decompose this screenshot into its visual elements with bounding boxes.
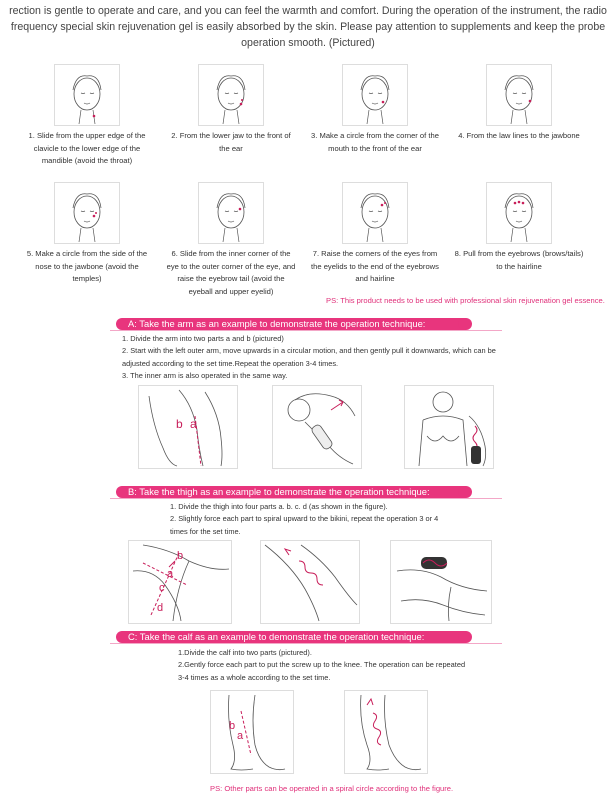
face-illustration-5 bbox=[54, 182, 120, 244]
face-step-caption: 8. Pull from the eyebrows (brows/tails) to the hairline bbox=[454, 249, 584, 271]
section-b-steps bbox=[170, 501, 438, 538]
face-illustration-7 bbox=[342, 182, 408, 244]
arm-label-a: a bbox=[190, 417, 197, 431]
section-a-step: 1. Divide the arm into two parts a and b (pictured) bbox=[122, 334, 284, 343]
face-step-caption: 6. Slide from the inner corner of the eye to the outer corner of the eye, and raise the eyebrow tail (avoid the eyeball and upper eyelid) bbox=[166, 249, 296, 296]
arm-illustration-1 bbox=[138, 385, 238, 469]
face-illustration-1 bbox=[54, 64, 120, 126]
section-c-step: 2.Gently force each part to put the screw up to the knee. The operation can be repeated bbox=[178, 660, 466, 670]
arm-illustration-2 bbox=[272, 385, 362, 469]
section-b-banner: B: Take the thigh as an example to demonstrate the operation technique: bbox=[116, 486, 470, 498]
face-step-caption: 5. Make a circle from the side of the nose to the jawbone (avoid the temples) bbox=[26, 249, 148, 284]
thigh-label-a: a bbox=[167, 568, 174, 580]
face-illustration-8 bbox=[486, 182, 552, 244]
section-b-step: 1. Divide the thigh into four parts a. b. c. d (as shown in the figure). bbox=[170, 502, 388, 511]
section-c-divider bbox=[110, 643, 502, 644]
section-a-step: 2. Start with the left outer arm, move upwards in a circular motion, and then gently pull it downwards, which can be bbox=[122, 346, 496, 356]
arm-label-b: b bbox=[176, 417, 183, 431]
calf-label-b: b bbox=[229, 720, 236, 732]
face-step-7 bbox=[310, 182, 440, 286]
section-a-steps bbox=[122, 333, 496, 383]
face-step-caption: 2. From the lower jaw to the front of the ear bbox=[171, 131, 291, 153]
section-a-banner: A: Take the arm as an example to demonstrate the operation technique: bbox=[116, 318, 470, 330]
face-step-6 bbox=[166, 182, 296, 298]
calf-label-a: a bbox=[237, 730, 244, 742]
ps-gel-note: PS: This product needs to be used with professional skin rejuvenation gel essence. bbox=[326, 296, 605, 305]
section-b-step: times for the set time. bbox=[170, 526, 241, 536]
calf-illustration-2 bbox=[344, 690, 428, 774]
arm-illustration-3 bbox=[404, 385, 494, 469]
face-step-1 bbox=[22, 64, 152, 168]
face-illustration-6 bbox=[198, 182, 264, 244]
face-step-caption: 3. Make a circle from the corner of the mouth to the front of the ear bbox=[311, 131, 439, 153]
thigh-illustration-1 bbox=[128, 540, 232, 624]
face-step-2 bbox=[166, 64, 296, 155]
face-step-8 bbox=[454, 182, 584, 273]
face-step-3 bbox=[310, 64, 440, 155]
section-b-step: 2. Slightly force each part to spiral upward to the bikini, repeat the operation 3 or 4 bbox=[170, 514, 439, 524]
face-step-caption: 1. Slide from the upper edge of the clavicle to the lower edge of the mandible (avoid the throat) bbox=[28, 131, 146, 166]
intro-paragraph: rection is gentle to operate and care, and you can feel the warmth and comfort. During the operation of the instrument, the radio frequency special skin rejuvenation gel is easily absorbed by the skin. Please pay attention to supplements and keep the probe operation smooth. (Pictured) bbox=[9, 5, 607, 49]
face-step-4 bbox=[454, 64, 584, 143]
ps-other-note: PS: Other parts can be operated in a spiral circle according to the figure. bbox=[210, 784, 454, 793]
face-illustration-3 bbox=[342, 64, 408, 126]
thigh-illustration-3 bbox=[390, 540, 492, 624]
face-illustration-2 bbox=[198, 64, 264, 126]
section-c-step: 3-4 times as a whole according to the set time. bbox=[178, 672, 331, 682]
section-a-divider bbox=[110, 330, 502, 331]
section-c-step: 1.Divide the calf into two parts (pictured). bbox=[178, 648, 312, 657]
thigh-label-c: c bbox=[159, 582, 165, 594]
section-c-steps bbox=[178, 647, 465, 684]
face-step-5 bbox=[22, 182, 152, 286]
face-step-caption: 4. From the law lines to the jawbone bbox=[458, 131, 580, 140]
section-b-divider bbox=[110, 498, 502, 499]
thigh-label-d: d bbox=[157, 602, 164, 614]
thigh-label-b: b bbox=[177, 550, 184, 562]
face-step-caption: 7. Raise the corners of the eyes from the eyelids to the end of the eyebrows and hairline bbox=[311, 249, 439, 284]
calf-illustration-1 bbox=[210, 690, 294, 774]
face-illustration-4 bbox=[486, 64, 552, 126]
thigh-illustration-2 bbox=[260, 540, 360, 624]
section-a-step: 3. The inner arm is also operated in the same way. bbox=[122, 371, 288, 381]
section-c-banner: C: Take the calf as an example to demonstrate the operation technique: bbox=[116, 631, 470, 643]
section-a-step: adjusted according to the set time.Repeat the operation 3-4 times. bbox=[122, 358, 339, 368]
